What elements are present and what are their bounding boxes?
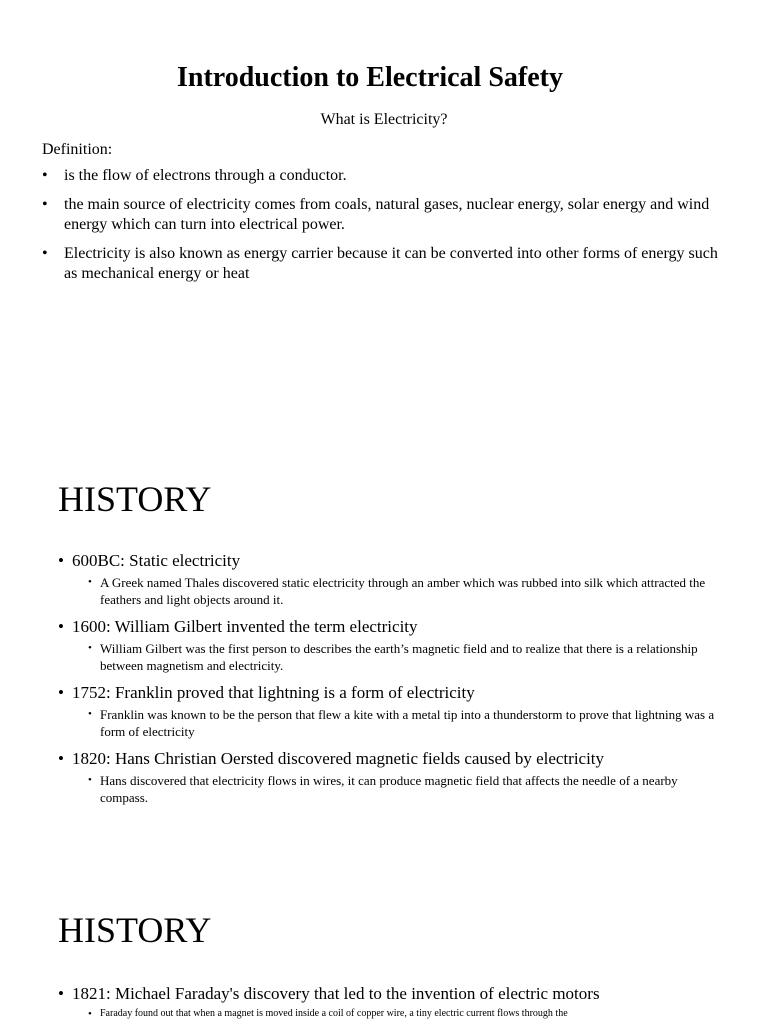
history-detail xyxy=(72,772,718,806)
history-list xyxy=(58,550,718,814)
history-detail xyxy=(72,640,718,674)
slide-history-1 xyxy=(0,470,768,850)
definition-item xyxy=(42,244,722,284)
page-title: Introduction to Electrical Safety xyxy=(177,62,563,93)
definition-text: Electricity is also known as energy carrier because it can be converted into other forms of energy such as mechanical energy or heat xyxy=(64,245,718,282)
history-detail xyxy=(72,706,718,740)
bullet-icon: • xyxy=(42,245,48,262)
history-detail-text: Hans discovered that electricity flows in wires, it can produce magnetic field that affects the needle of a nearby compass. xyxy=(100,773,678,805)
definition-item xyxy=(42,195,722,235)
history-item xyxy=(58,983,718,1021)
history-title: HISTORY xyxy=(58,910,212,950)
sub-bullet-icon: • xyxy=(88,774,92,786)
definition-text: is the flow of electrons through a conductor. xyxy=(64,167,347,184)
bullet-icon: • xyxy=(42,167,48,184)
history-item xyxy=(58,616,718,674)
history-heading: 1600: William Gilbert invented the term electricity xyxy=(72,617,418,636)
sub-bullet-icon: • xyxy=(88,642,92,654)
sub-bullet-icon: • xyxy=(88,708,92,720)
sub-bullet-icon: • xyxy=(88,1008,92,1020)
slide-intro xyxy=(0,0,768,400)
sub-bullet-icon: • xyxy=(88,576,92,588)
bullet-icon: • xyxy=(58,984,64,1003)
history-item xyxy=(58,550,718,608)
bullet-icon: • xyxy=(42,196,48,213)
bullet-icon: • xyxy=(58,749,64,768)
bullet-icon: • xyxy=(58,617,64,636)
history-detail-text: William Gilbert was the first person to describes the earth’s magnetic field and to realize that there is a relationship between magnetism and electricity. xyxy=(100,641,698,673)
history-detail xyxy=(72,1007,718,1021)
bullet-icon: • xyxy=(58,683,64,702)
history-detail-text: Franklin was known to be the person that flew a kite with a metal tip into a thunderstorm to prove that lightning was a form of electricity xyxy=(100,707,715,739)
history-heading: 1820: Hans Christian Oersted discovered magnetic fields caused by electricity xyxy=(72,749,605,768)
history-heading: 600BC: Static electricity xyxy=(72,551,241,570)
slide-history-2 xyxy=(0,905,768,1024)
subtitle: What is Electricity? xyxy=(320,111,448,128)
definition-item xyxy=(42,166,722,186)
history-title: HISTORY xyxy=(58,479,212,519)
bullet-icon: • xyxy=(58,551,64,570)
history-detail-text: A Greek named Thales discovered static electricity through an amber which was rubbed into silk which attracted the feathers and light objects around it. xyxy=(100,575,706,607)
history-list xyxy=(58,983,718,1024)
history-detail xyxy=(72,574,718,608)
definition-list xyxy=(42,166,722,293)
history-detail-text: Faraday found out that when a magnet is moved inside a coil of copper wire, a tiny electric current flows through the xyxy=(100,1008,568,1019)
history-item xyxy=(58,748,718,806)
definition-label: Definition: xyxy=(42,141,113,158)
history-heading: 1821: Michael Faraday's discovery that led to the invention of electric motors xyxy=(72,984,600,1003)
definition-text: the main source of electricity comes from coals, natural gases, nuclear energy, solar energy and wind energy which can turn into electrical power. xyxy=(64,196,710,233)
history-heading: 1752: Franklin proved that lightning is a form of electricity xyxy=(72,683,475,702)
history-item xyxy=(58,682,718,740)
